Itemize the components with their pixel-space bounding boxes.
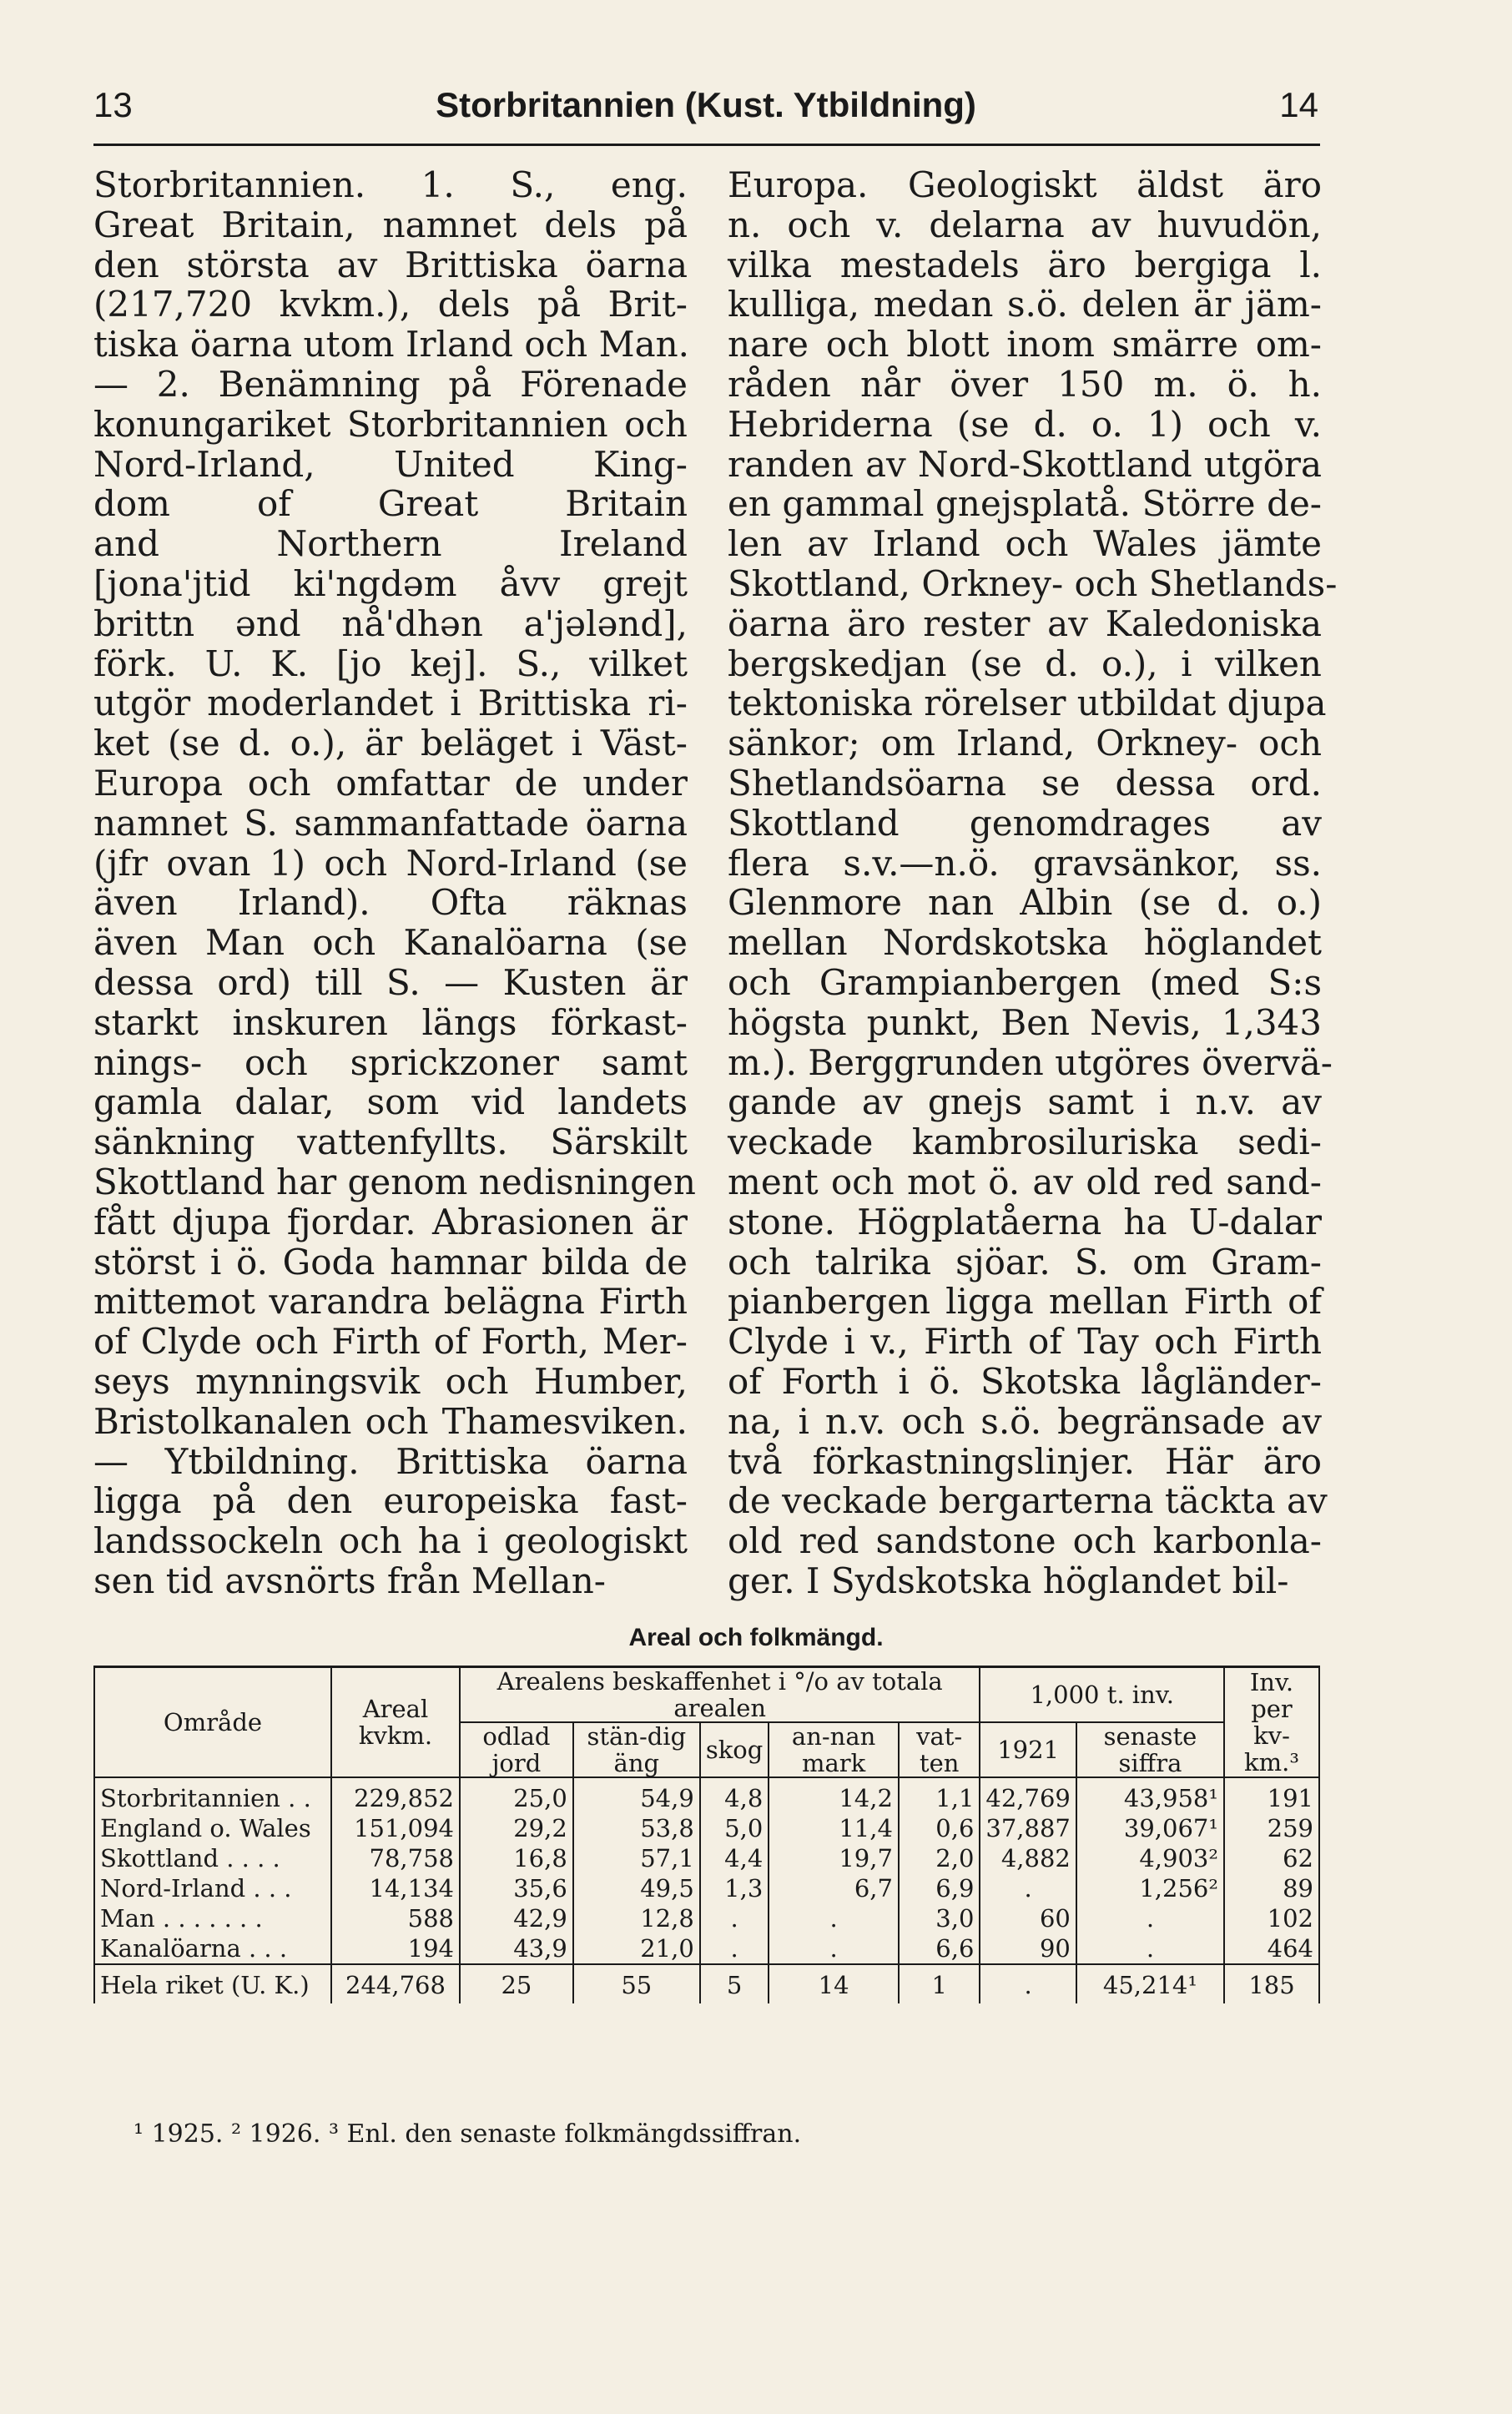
text-line: landssockeln och ha i geologiskt [93,1520,688,1562]
table-cell: 39,067¹ [1076,1813,1224,1843]
text-line: och Grampianbergen (med S:s [728,961,1322,1003]
table-cell: Nord-Irland . . . [94,1873,331,1903]
text-line: kulliga, medan s.ö. delen är jäm- [728,284,1322,325]
text-line: utgör moderlandet i Brittiska ri- [93,683,688,724]
text-line: of Clyde och Firth of Forth, Mer- [93,1321,688,1363]
table-cell: 90 [980,1933,1076,1964]
area-population-table [93,1666,1320,2003]
table-cell: 3,0 [899,1903,980,1933]
table-cell: 29,2 [460,1813,573,1843]
total-cell: 14 [769,1964,899,2003]
text-line: stone. Högplatåerna ha U-dalar [728,1201,1322,1242]
table-cell: 35,6 [460,1873,573,1903]
table-row [94,1903,1319,1933]
text-line: mittemot varandra belägna Firth [93,1281,688,1323]
subheader-cell: skog [700,1722,769,1777]
text-line: Bristolkanalen och Thamesviken. [93,1400,688,1442]
subheader-cell: vat-ten [899,1722,980,1777]
header-omrade: Område [94,1667,331,1778]
table-cell: 2,0 [899,1843,980,1873]
table-cell: 25,0 [460,1777,573,1813]
table-cell: 16,8 [460,1843,573,1873]
text-line: Glenmore nan Albin (se d. o.) [728,882,1322,924]
text-line: Europa. Geologiskt äldst äro [728,164,1322,205]
text-line: (217,720 kvkm.), dels på Brit- [93,284,688,325]
total-cell: 5 [700,1964,769,2003]
table-cell: 5,0 [700,1813,769,1843]
text-line: randen av Nord-Skottland utgöra [728,443,1322,485]
text-line: bergskedjan (se d. o.), i vilken [728,643,1322,684]
text-line: gamla dalar, som vid landets [93,1081,688,1123]
text-line: [jona'jtid ki'ngdəm åvv grejt [93,562,688,604]
table-cell: 49,5 [573,1873,700,1903]
text-line: namnet S. sammanfattade öarna [93,802,688,844]
table-cell: 194 [331,1933,460,1964]
total-cell: Hela riket (U. K.) [94,1964,331,2003]
text-line: tiska öarna utom Irland och Man. [93,324,690,365]
table-row [94,1933,1319,1964]
text-line: of Forth i ö. Skotska lågländer- [728,1360,1322,1402]
table-cell: 229,852 [331,1777,460,1813]
text-line: den största av Brittiska öarna [93,244,688,285]
table-cell: 37,887 [980,1813,1076,1843]
text-line: störst i ö. Goda hamnar bilda de [93,1241,688,1283]
text-line: old red sandstone och karbonla- [728,1520,1322,1562]
text-line: Clyde i v., Firth of Tay och Firth [728,1321,1322,1363]
table-cell: . [769,1903,899,1933]
table-cell: 89 [1224,1873,1319,1903]
text-line: öarna äro rester av Kaledoniska [728,602,1322,644]
running-header [93,77,1318,135]
table-row [94,1777,1319,1813]
subheader-cell: an-nan mark [769,1722,899,1777]
table-cell: Kanalöarna . . . [94,1933,331,1964]
text-line: brittn ənd nå'dhən a'jələnd], [93,602,688,644]
table-cell: 6,6 [899,1933,980,1964]
subheader-cell: senaste siffra [1076,1722,1224,1777]
table-cell: 14,2 [769,1777,899,1813]
text-line: — 2. Benämning på Förenade [93,363,688,405]
table-cell: 4,4 [700,1843,769,1873]
text-line: na, i n.v. och s.ö. begränsade av [728,1400,1322,1442]
table-row [94,1843,1319,1873]
table-footnote: ¹ 1925. ² 1926. ³ Enl. den senaste folkmängdssiffran. [134,2119,802,2149]
table-cell: 78,758 [331,1843,460,1873]
text-line: högsta punkt, Ben Nevis, 1,343 [728,1001,1322,1043]
table-container [93,1666,1320,2003]
text-line: vilka mestadels äro bergiga l. [728,244,1322,285]
table-cell: . [1076,1933,1224,1964]
text-line: förk. U. K. [jo kej]. S., vilket [93,643,688,684]
table-cell: . [980,1873,1076,1903]
page-number-right: 14 [1279,85,1318,124]
subheader-cell: odlad jord [460,1722,573,1777]
table-cell: 102 [1224,1903,1319,1933]
text-line: sen tid avsnörts från Mellan- [93,1560,606,1601]
table-cell: 42,9 [460,1903,573,1933]
table-body [94,1777,1319,1964]
text-line: starkt inskuren längs förkast- [93,1001,688,1043]
text-line: Shetlandsöarna se dessa ord. [728,762,1322,804]
table-cell: Skottland . . . . [94,1843,331,1873]
text-line: konungariket Storbritannien och [93,403,688,445]
text-line: nare och blott inom smärre om- [728,324,1322,365]
table-cell: 14,134 [331,1873,460,1903]
total-cell: 55 [573,1964,700,2003]
total-cell: 45,214¹ [1076,1964,1224,2003]
text-line: tektoniska rörelser utbildat djupa [728,683,1327,724]
table-cell: Storbritannien . . [94,1777,331,1813]
text-line: två förkastningslinjer. Här äro [728,1440,1322,1482]
text-line: nings- och sprickzoner samt [93,1041,688,1083]
table-cell: 21,0 [573,1933,700,1964]
text-line: len av Irland och Wales jämte [728,523,1322,565]
text-line: en gammal gnejsplatå. Större de- [728,483,1322,525]
total-cell: . [980,1964,1076,2003]
text-line: fått djupa fjordar. Abrasionen är [93,1201,688,1242]
text-line: även Irland). Ofta räknas [93,882,688,924]
text-line: and Northern Ireland [93,523,688,565]
text-line: råden når över 150 m. ö. h. [728,363,1322,405]
table-row [94,1873,1319,1903]
subheader-cell: 1921 [980,1722,1076,1777]
table-cell: 1,256² [1076,1873,1224,1903]
table-cell: 4,8 [700,1777,769,1813]
table-cell: 1,1 [899,1777,980,1813]
text-line: (jfr ovan 1) och Nord-Irland (se [93,842,688,884]
page-title: Storbritannien (Kust. Ytbildning) [436,85,976,124]
table-cell: 151,094 [331,1813,460,1843]
table-total-row [94,1964,1319,2003]
text-line: och talrika sjöar. S. om Gram- [728,1241,1322,1283]
text-line: veckade kambrosiluriska sedi- [728,1121,1322,1163]
text-line: pianbergen ligga mellan Firth of [728,1281,1322,1323]
text-line: ligga på den europeiska fast- [93,1480,688,1522]
table-cell: 62 [1224,1843,1319,1873]
table-row [94,1813,1319,1843]
text-line: sänkning vattenfyllts. Särskilt [93,1121,688,1163]
total-cell: 25 [460,1964,573,2003]
text-line: Great Britain, namnet dels på [93,204,688,245]
total-cell: 1 [899,1964,980,2003]
table-cell: . [769,1933,899,1964]
table-cell: 43,9 [460,1933,573,1964]
table-cell: 42,769 [980,1777,1076,1813]
header-rule [93,144,1320,146]
total-cell: 185 [1224,1964,1319,2003]
table-cell: 43,958¹ [1076,1777,1224,1813]
table-title: Areal och folkmängd. [628,1624,884,1651]
text-line: m.). Berggrunden utgöres övervä- [728,1041,1333,1083]
table-cell: 19,7 [769,1843,899,1873]
text-line: seys mynningsvik och Humber, [93,1360,688,1402]
text-line: Skottland, Orkney- och Shetlands- [728,562,1338,604]
table-cell: 6,9 [899,1873,980,1903]
page-number-left: 13 [93,85,133,124]
table-cell: . [1076,1903,1224,1933]
text-line: ment och mot ö. av old red sand- [728,1161,1322,1202]
text-line: — Ytbildning. Brittiska öarna [93,1440,688,1482]
text-line: ket (se d. o.), är beläget i Väst- [93,723,688,764]
table-cell: 588 [331,1903,460,1933]
left-column [93,164,696,1601]
table-cell: 191 [1224,1777,1319,1813]
table-cell: 464 [1224,1933,1319,1964]
table-cell: . [700,1903,769,1933]
text-line: Hebriderna (se d. o. 1) och v. [728,403,1322,445]
header-inv: 1,000 t. inv. [980,1667,1224,1723]
table-cell: 1,3 [700,1873,769,1903]
table-cell: 259 [1224,1813,1319,1843]
text-line: dom of Great Britain [93,483,688,525]
table-cell: 6,7 [769,1873,899,1903]
table-cell: England o. Wales [94,1813,331,1843]
text-line: Skottland genomdrages av [728,802,1322,844]
text-line: Skottland har genom nedisningen [93,1161,696,1202]
table-cell: 4,903² [1076,1843,1224,1873]
table-cell: 54,9 [573,1777,700,1813]
table-cell: 53,8 [573,1813,700,1843]
text-line: n. och v. delarna av huvudön, [728,204,1322,245]
table-cell: 57,1 [573,1843,700,1873]
header-areal: Areal kvkm. [331,1667,460,1778]
table-cell: 0,6 [899,1813,980,1843]
text-line: dessa ord) till S. — Kusten är [93,961,688,1003]
text-line: Europa och omfattar de under [93,762,688,804]
table-cell: 60 [980,1903,1076,1933]
table-cell: 12,8 [573,1903,700,1933]
table-cell: . [700,1933,769,1964]
text-line: sänkor; om Irland, Orkney- och [728,723,1322,764]
right-column [728,164,1338,1601]
header-per-kvkm: Inv. per kv-km.³ [1224,1667,1319,1778]
text-line: Storbritannien. 1. S., eng. [93,164,688,205]
table-cell: Man . . . . . . . [94,1903,331,1933]
text-line: gande av gnejs samt i n.v. av [728,1081,1322,1123]
text-line: flera s.v.—n.ö. gravsänkor, ss. [728,842,1322,884]
table-cell: 4,882 [980,1843,1076,1873]
text-line: ger. I Sydskotska höglandet bil- [728,1560,1289,1601]
subheader-cell: stän-dig äng [573,1722,700,1777]
text-line: även Man och Kanalöarna (se [93,922,688,964]
total-cell: 244,768 [331,1964,460,2003]
text-line: de veckade bergarterna täckta av [728,1480,1328,1522]
text-line: Nord-Irland, United King- [93,443,688,485]
table-cell: 11,4 [769,1813,899,1843]
header-beskaffenhet: Arealens beskaffenhet i °/o av totala arealen [460,1667,980,1723]
text-line: mellan Nordskotska höglandet [728,922,1322,964]
